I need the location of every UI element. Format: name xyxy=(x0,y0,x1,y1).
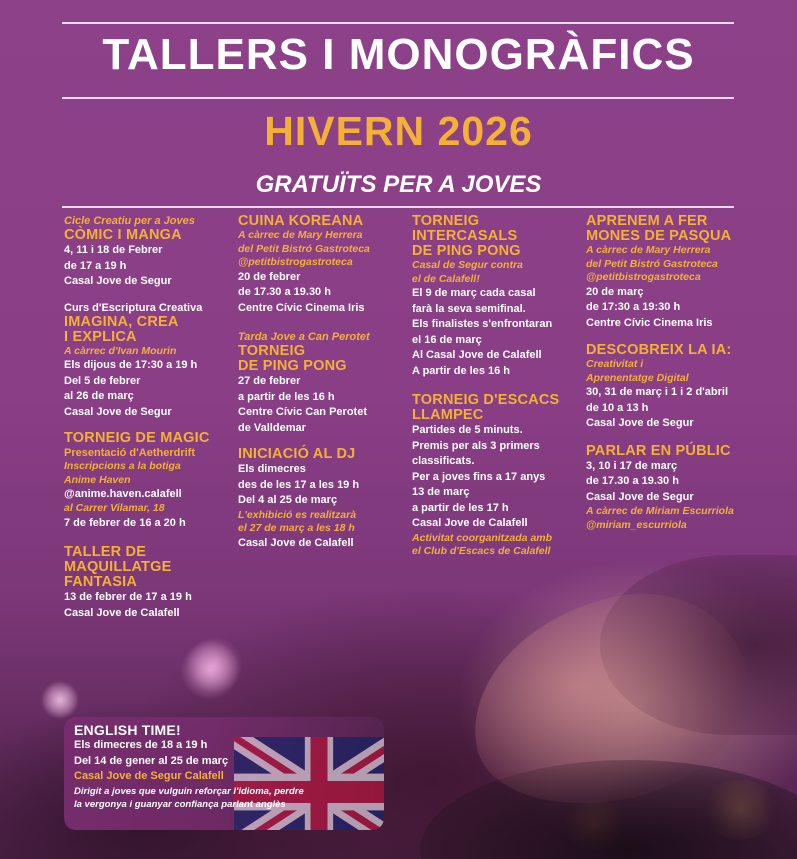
event-detail: de 17.30 a 19.30 h xyxy=(238,286,331,298)
column-1 xyxy=(64,214,234,632)
event-detail: Els dimecres de 18 a 19 h xyxy=(74,739,208,751)
event-imagina xyxy=(64,301,234,421)
event-note: el de Calafell! xyxy=(412,272,480,285)
event-detail: Del 4 al 25 de març xyxy=(238,494,338,506)
event-mones xyxy=(586,214,761,331)
event-title: LLAMPEC xyxy=(412,407,484,423)
title-rule xyxy=(62,97,734,99)
event-location: Centre Cívic Can Perotet xyxy=(238,406,367,418)
event-subtitle: Aprenentatge Digital xyxy=(586,371,689,384)
event-title: TORNEIG DE MAGIC xyxy=(64,430,210,446)
event-note: Casal de Segur contra xyxy=(412,259,523,271)
event-title: FANTASIA xyxy=(64,574,138,590)
event-detail: farà la seva semifinal. xyxy=(412,302,526,315)
event-detail: de 17.30 a 19.30 h xyxy=(586,475,679,487)
event-title: DESCOBREIX LA IA: xyxy=(586,342,732,358)
event-title: DE PING PONG xyxy=(238,358,347,374)
event-location: Casal Jove de Calafell xyxy=(412,517,528,529)
event-detail: 3, 10 i 17 de març xyxy=(586,459,678,472)
event-title: IMAGINA, CREA xyxy=(64,313,179,330)
event-handle: @petitbistrogastroteca xyxy=(586,271,701,283)
column-4 xyxy=(586,214,761,543)
event-title: TALLER DE xyxy=(64,544,147,560)
event-title: INICIACIÓ AL DJ xyxy=(238,446,356,462)
event-detail: A partir de les 16 h xyxy=(412,364,511,377)
event-location: Casal Jove de Segur xyxy=(64,275,172,287)
event-subtitle: Creativitat i xyxy=(586,358,644,370)
event-detail: Els finalistes s'enfrontaran xyxy=(412,318,553,330)
top-rule xyxy=(62,22,734,24)
event-detail: 7 de febrer de 16 a 20 h xyxy=(64,516,186,529)
event-host: A càrrec de Mary Herrera xyxy=(586,244,711,256)
event-location: Casal Jove de Segur Calafell xyxy=(74,770,224,782)
event-detail: des de les 17 a les 19 h xyxy=(238,478,360,491)
event-title: CÒMIC I MANGA xyxy=(64,227,182,243)
event-location: Centre Cívic Cinema Iris xyxy=(238,301,365,314)
event-detail: Premis per als 3 primers xyxy=(412,439,540,452)
event-detail: 27 de febrer xyxy=(238,375,301,387)
event-detail: classificats. xyxy=(412,455,475,467)
event-note: Dirigit a joves que vulguin reforçar l'idioma, perdre xyxy=(74,785,304,797)
event-detail: 13 de febrer de 17 a 19 h xyxy=(64,591,192,603)
event-title: ENGLISH TIME! xyxy=(74,722,181,738)
column-3 xyxy=(412,214,582,570)
event-detail: Els dijous de 17:30 a 19 h xyxy=(64,359,198,371)
event-host: del Petit Bistró Gastroteca xyxy=(238,242,370,255)
event-escacs xyxy=(412,393,582,559)
event-host: A càrrec de Miriam Escurriola xyxy=(586,505,734,517)
event-handle: @petitbistrogastroteca xyxy=(238,256,353,268)
event-detail: de 17:30 a 19:30 h xyxy=(586,301,681,313)
event-detail: Presentació d'Aetherdrift xyxy=(64,447,195,459)
poster-subtitle: GRATUÏTS PER A JOVES xyxy=(255,171,542,198)
season-title: HIVERN 2026 xyxy=(264,108,533,154)
event-detail: Del 5 de febrer xyxy=(64,374,141,387)
event-location: Casal Jove de Segur xyxy=(586,490,694,503)
event-category: Tarda Jove a Can Perotet xyxy=(238,331,370,343)
subtitle-rule xyxy=(62,206,734,208)
event-note: Inscripcions a la botiga xyxy=(64,460,181,472)
event-parlar-public xyxy=(586,444,761,533)
event-detail: 4, 11 i 18 de Febrer xyxy=(64,244,163,256)
event-category: Cicle Creatiu per a Joves xyxy=(64,215,195,227)
event-detail: Del 14 de gener al 25 de març xyxy=(74,754,229,767)
event-handle: @miriam_escurriola xyxy=(586,518,687,531)
event-cuina-koreana xyxy=(238,214,408,316)
event-detail: a partir de les 17 h xyxy=(412,501,509,514)
english-time-content xyxy=(64,717,384,811)
event-note: L'exhibició es realitzarà xyxy=(238,508,357,521)
event-location: Al Casal Jove de Calafell xyxy=(412,349,542,361)
event-detail: de 10 a 13 h xyxy=(586,401,649,414)
event-location: de Valldemar xyxy=(238,421,306,434)
event-comic-manga xyxy=(64,214,234,290)
event-magic xyxy=(64,431,234,531)
event-title: I EXPLICA xyxy=(64,328,137,345)
bokeh-light xyxy=(180,640,240,700)
event-dj xyxy=(238,447,408,551)
event-ia xyxy=(586,343,761,432)
event-location: Casal Jove de Calafell xyxy=(64,606,180,619)
event-detail: 30, 31 de març i 1 i 2 d'abril xyxy=(586,386,729,398)
event-title: MONES DE PASQUA xyxy=(586,228,732,244)
event-detail: de 17 a 19 h xyxy=(64,259,127,272)
event-location: Centre Cívic Cinema Iris xyxy=(586,316,713,329)
event-address: al Carrer Vilamar, 18 xyxy=(64,502,165,514)
event-note: el 27 de març a les 18 h xyxy=(238,522,355,534)
event-handle: @anime.haven.calafell xyxy=(64,488,182,500)
bokeh-light xyxy=(40,680,80,720)
event-title: TORNEIG D'ESCACS xyxy=(412,392,560,408)
event-note: Activitat coorganitzada amb xyxy=(412,531,553,544)
event-location: Casal Jove de Segur xyxy=(64,405,172,418)
event-detail: 20 de febrer xyxy=(238,270,301,283)
event-maquillatge xyxy=(64,545,234,621)
event-note: Anime Haven xyxy=(64,473,131,486)
column-2 xyxy=(238,214,408,562)
event-location: Casal Jove de Segur xyxy=(586,417,694,429)
event-title: DE PING PONG xyxy=(412,243,521,259)
event-host: A càrrec de Mary Herrera xyxy=(238,229,363,241)
event-location: Casal Jove de Calafell xyxy=(238,536,354,549)
poster-title: TALLERS I MONOGRÀFICS xyxy=(102,30,695,79)
event-title: APRENEM A FER xyxy=(586,213,708,229)
event-detail: Per a joves fins a 17 anys xyxy=(412,470,546,483)
event-intercasals xyxy=(412,214,582,379)
event-detail: Partides de 5 minuts. xyxy=(412,424,523,436)
event-detail: 20 de març xyxy=(586,285,644,298)
event-detail: al 26 de març xyxy=(64,390,134,402)
event-title: TORNEIG xyxy=(412,213,480,229)
event-detail: El 9 de març cada casal xyxy=(412,287,536,299)
event-title: PARLAR EN PÚBLIC xyxy=(586,442,731,459)
event-title: TORNEIG xyxy=(238,343,306,359)
english-time-card xyxy=(64,717,384,830)
event-detail: el 16 de març xyxy=(412,333,482,346)
event-note: el Club d'Escacs de Calafell xyxy=(412,545,551,557)
event-detail: a partir de les 16 h xyxy=(238,390,335,403)
event-title: INTERCASALS xyxy=(412,228,518,244)
event-host: A càrrec d'Ivan Mourin xyxy=(64,344,177,357)
event-note: la vergonya i guanyar confiança parlant anglès xyxy=(74,798,286,810)
event-title: CUINA KOREANA xyxy=(238,213,364,229)
event-title: MAQUILLATGE xyxy=(64,559,172,575)
event-host: del Petit Bistró Gastroteca xyxy=(586,257,718,270)
event-ping-pong xyxy=(238,330,408,436)
event-detail: Els dimecres xyxy=(238,463,306,475)
event-category: Curs d'Escriptura Creativa xyxy=(64,301,203,314)
event-detail: 13 de març xyxy=(412,486,470,498)
